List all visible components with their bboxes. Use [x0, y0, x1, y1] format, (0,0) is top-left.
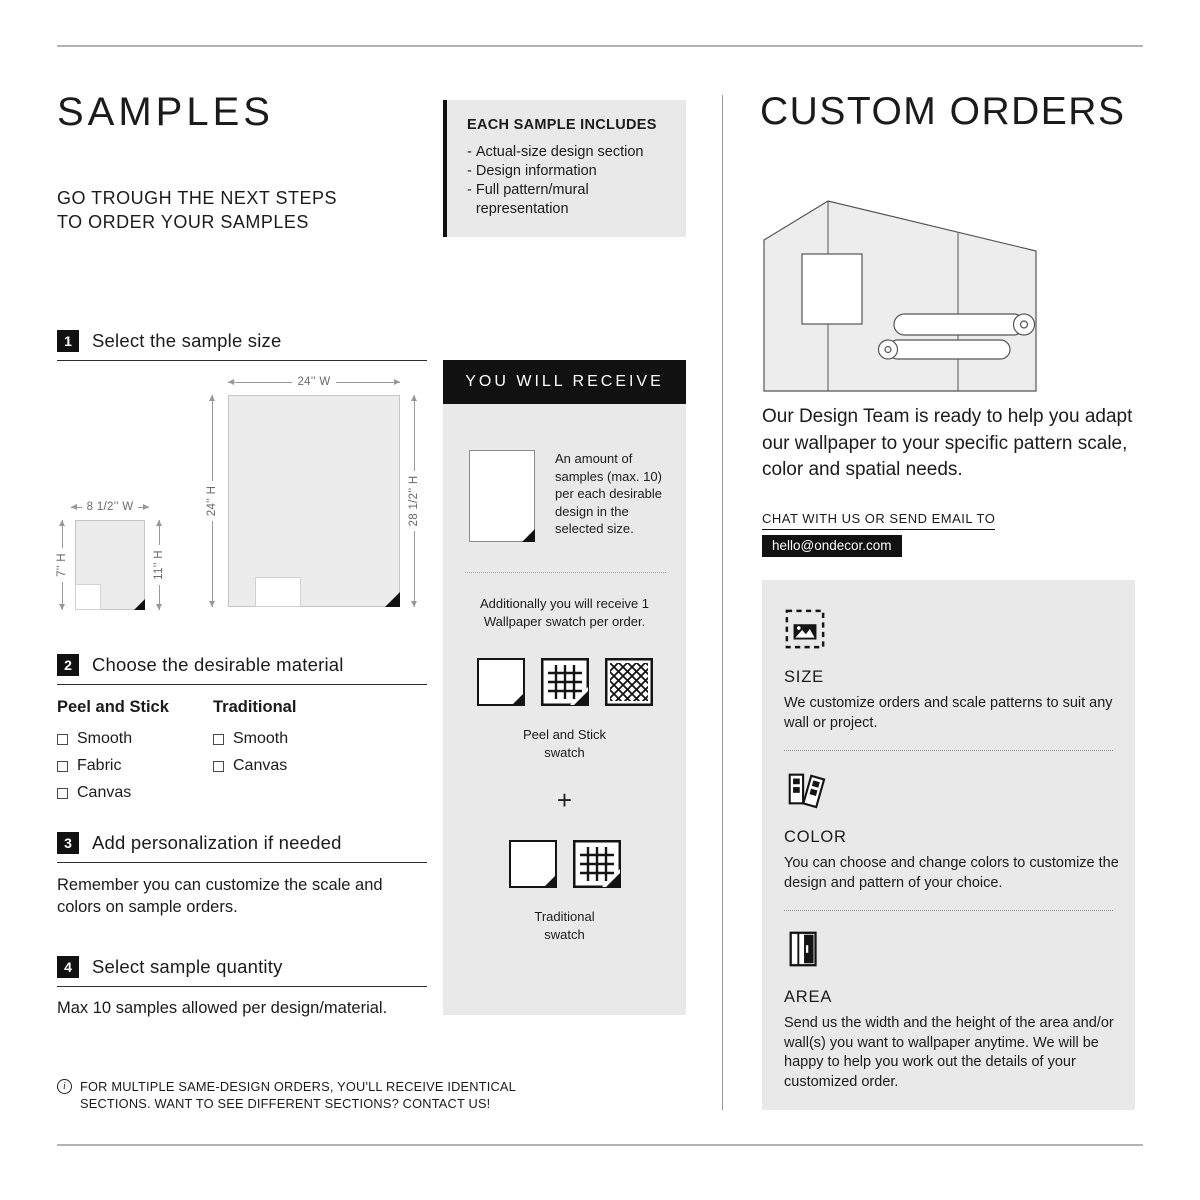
materials-col1-title: Peel and Stick	[57, 698, 169, 716]
step-2-number: 2	[57, 654, 79, 676]
material-option-peel-smooth[interactable]	[57, 730, 213, 748]
checkbox-icon[interactable]	[213, 734, 224, 745]
feature-area-text: Send us the width and the height of the area and/or wall(s) you want to wallpaper anytime. We will be happy to help you work out the details of your customized order.	[784, 1015, 1114, 1090]
dotted-divider	[784, 750, 1113, 751]
step-3-number: 3	[57, 832, 79, 854]
step-3-description: Remember you can customize the scale and colors on sample orders.	[57, 876, 383, 916]
includes-title: EACH SAMPLE INCLUDES	[467, 117, 657, 133]
small-sample-inset	[75, 584, 101, 610]
receive-panel-header: YOU WILL RECEIVE	[443, 360, 686, 404]
large-sample-inset	[255, 577, 301, 607]
custom-features-panel	[762, 580, 1135, 1110]
dotted-divider	[465, 572, 666, 573]
step-1-number: 1	[57, 330, 79, 352]
checkbox-icon[interactable]	[57, 788, 68, 799]
step-3-label: Add personalization if needed	[92, 832, 342, 853]
samples-intro	[57, 186, 337, 234]
feature-color	[784, 768, 1117, 893]
large-sample-rect	[228, 395, 400, 607]
plain-swatch-icon	[509, 840, 557, 888]
materials-traditional-column	[213, 698, 296, 811]
materials-peel-and-stick-column	[57, 698, 213, 811]
samples-amount-text: An amount of samples (max. 10) per each desirable design in the selected size.	[555, 451, 662, 536]
feature-area	[784, 928, 1117, 1092]
grid-swatch-icon	[573, 840, 621, 888]
plain-swatch-icon	[477, 658, 525, 706]
checkbox-icon[interactable]	[57, 734, 68, 745]
samples-heading: SAMPLES	[57, 90, 274, 134]
step-2-header	[57, 654, 427, 685]
materials-col2-title: Traditional	[213, 698, 297, 716]
color-swatches-icon	[784, 768, 826, 810]
footnote	[57, 1078, 516, 1112]
checkbox-icon[interactable]	[213, 761, 224, 772]
material-option-trad-smooth[interactable]	[213, 730, 296, 748]
info-icon: i	[57, 1079, 72, 1094]
dim-large-height-right: 28 1/2'' H	[408, 395, 420, 607]
top-divider	[57, 45, 1143, 47]
includes-item: - Design information	[467, 163, 597, 179]
grid-swatch-icon	[541, 658, 589, 706]
fold-corner-icon	[522, 529, 535, 542]
step-1-header	[57, 330, 427, 361]
large-sample-fold-corner-icon	[385, 592, 400, 607]
contact-block	[762, 510, 995, 557]
crosshatch-swatch-icon	[605, 658, 653, 706]
feature-size	[784, 608, 1117, 733]
feature-area-title: AREA	[784, 988, 833, 1006]
sample-size-diagram	[57, 372, 432, 622]
peel-swatch-label: Peel and Stick swatch	[522, 727, 607, 760]
dotted-divider	[784, 910, 1113, 911]
feature-color-text: You can choose and change colors to customize the design and pattern of your choice.	[784, 855, 1119, 891]
image-placeholder-icon	[784, 608, 826, 650]
material-option-label: Canvas	[233, 757, 288, 774]
feature-size-text: We customize orders and scale patterns to suit any wall or project.	[784, 695, 1113, 731]
column-divider	[722, 95, 723, 1110]
material-option-label: Smooth	[77, 730, 133, 747]
bottom-divider	[57, 1144, 1143, 1146]
wall-area-icon	[784, 928, 826, 970]
material-option-label: Smooth	[233, 730, 289, 747]
material-option-label: Canvas	[77, 784, 132, 801]
additional-swatch-text: Additionally you will receive 1 Wallpaper swatch per order.	[479, 596, 650, 629]
includes-item: - Full pattern/mural representation	[467, 182, 589, 217]
step-2-label: Choose the desirable material	[92, 654, 344, 675]
wall-illustration	[762, 198, 1038, 393]
chat-with-us-link[interactable]: CHAT WITH US OR SEND EMAIL TO	[762, 511, 995, 530]
each-sample-includes-box	[443, 100, 686, 237]
dim-small-height-right: 11'' H	[153, 520, 165, 610]
materials-section	[57, 698, 296, 811]
traditional-swatch-row	[443, 840, 686, 888]
custom-orders-intro: Our Design Team is ready to help you adapt our wallpaper to your specific pattern scale, color and spatial needs.	[762, 406, 1133, 480]
material-option-label: Fabric	[77, 757, 122, 774]
material-option-peel-canvas[interactable]	[57, 784, 213, 802]
includes-item: - Actual-size design section	[467, 144, 644, 160]
step-4-header	[57, 956, 427, 987]
step-3-header	[57, 832, 427, 863]
dim-small-height-left: 7'' H	[56, 520, 68, 610]
traditional-swatch-label: Traditional swatch	[534, 909, 595, 942]
peel-and-stick-swatch-row	[443, 658, 686, 706]
step-4-description: Max 10 samples allowed per design/material.	[57, 999, 388, 1017]
custom-orders-heading: CUSTOM ORDERS	[760, 90, 1126, 133]
feature-size-title: SIZE	[784, 668, 824, 686]
dim-large-height-left: 24'' H	[206, 395, 218, 607]
step-4-label: Select sample quantity	[92, 956, 283, 977]
samples-intro-line2: TO ORDER YOUR SAMPLES	[57, 212, 309, 232]
dim-small-width: 8 1/2'' W	[71, 501, 149, 513]
footnote-text: FOR MULTIPLE SAME-DESIGN ORDERS, YOU'LL RECEIVE IDENTICAL SECTIONS. WANT TO SEE DIFFERENT SECTIONS? CONTACT US!	[80, 1079, 516, 1111]
material-option-trad-canvas[interactable]	[213, 757, 296, 775]
step-4-number: 4	[57, 956, 79, 978]
sample-sheet-icon	[469, 450, 535, 542]
dim-large-width: 24'' W	[228, 376, 400, 388]
samples-amount-row	[469, 450, 672, 542]
you-will-receive-panel	[443, 360, 686, 1015]
small-sample-rect	[75, 520, 145, 610]
plus-sign: +	[556, 785, 573, 815]
email-link[interactable]: hello@ondecor.com	[762, 535, 902, 557]
checkbox-icon[interactable]	[57, 761, 68, 772]
samples-intro-line1: GO TROUGH THE NEXT STEPS	[57, 188, 338, 208]
feature-color-title: COLOR	[784, 828, 847, 846]
material-option-peel-fabric[interactable]	[57, 757, 213, 775]
small-sample-fold-corner-icon	[134, 599, 145, 610]
step-1-label: Select the sample size	[92, 330, 282, 351]
